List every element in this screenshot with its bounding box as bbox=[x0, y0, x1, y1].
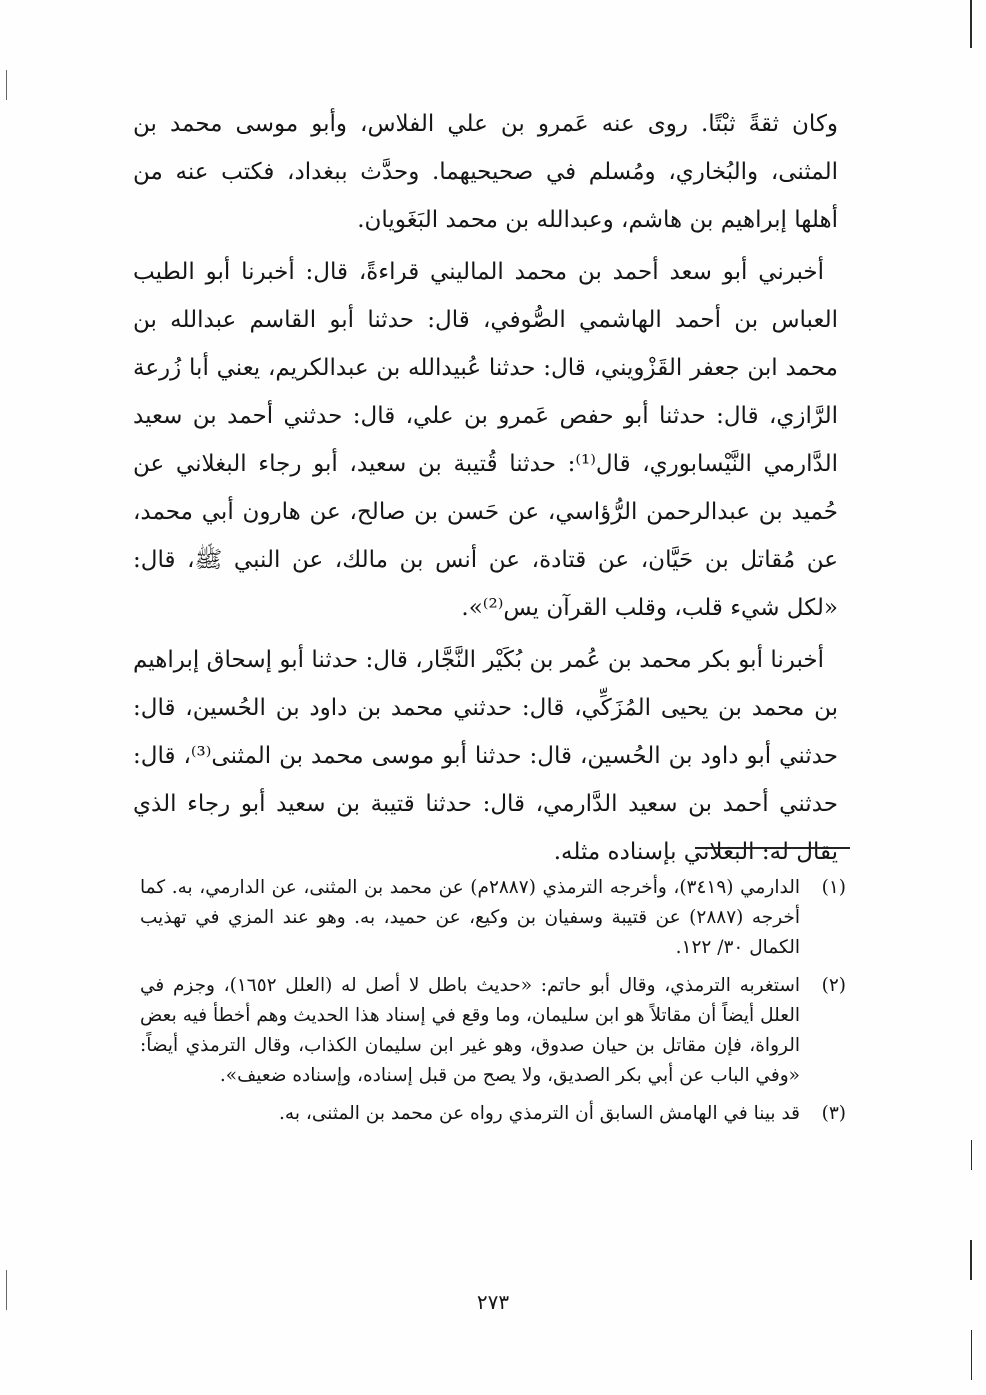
footnote bbox=[140, 873, 846, 963]
scan-edge-mark bbox=[6, 70, 7, 100]
page-number: ٢٧٣ bbox=[476, 1290, 510, 1314]
footnote-text: استغربه الترمذي، وقال أبو حاتم: «حديث باطل لا أصل له (العلل ١٦٥٢)، وجزم في العلل أيضاً أن مقاتلاً هو ابن سليمان، وما وقع في إسناد هذا الحديث وهم أخطأ فيه بعض الرواة، فإن مقاتل بن حيان صدوق، وهو غير ابن سليمان الكذاب، وقال الترمذي أيضاً: «وفي الباب عن أبي بكر الصديق، ولا يصح من قبل إسناده، وإسناده ضعيف». bbox=[140, 975, 800, 1086]
footnote-text: قد بينا في الهامش السابق أن الترمذي رواه عن محمد بن المثنى، به. bbox=[279, 1103, 800, 1124]
footnote-number: (٢) bbox=[821, 975, 846, 996]
footnote-text: الدارمي (٣٤١٩)، وأخرجه الترمذي (٢٨٨٧م) عن محمد بن المثنى، عن الدارمي، به. كما أخرجه (٢٨٨٧) عن قتيبة وسفيان بن وكيع، عن حميد، به. وهو عند المزي في تهذيب الكمال ٣٠/ ١٢٢. bbox=[140, 877, 800, 958]
footnote-separator bbox=[695, 847, 850, 849]
body-paragraph: أخبرنا أبو بكر محمد بن عُمر بن بُكَيْر النَّجَّار، قال: حدثنا أبو إسحاق إبراهيم بن محمد بن يحيى المُزَكِّي، قال: حدثني محمد بن داود بن الحُسين، قال: حدثني أبو داود بن الحُسين، قال: حدثنا أبو موسى محمد بن المثنى⁽³⁾، قال: حدثني أحمد بن سعيد الدَّارمي، قال: حدثنا قتيبة بن سعيد أبو رجاء الذي يقال له: البغلاني بإسناده مثله. bbox=[133, 647, 838, 865]
footnote-number: (٣) bbox=[821, 1103, 846, 1124]
footnote-number: (١) bbox=[821, 877, 846, 898]
footnote bbox=[140, 971, 846, 1091]
main-text-block bbox=[133, 100, 838, 880]
scan-edge-mark bbox=[971, 1330, 972, 1380]
footnotes-block bbox=[140, 873, 846, 1137]
scan-edge-mark bbox=[970, 0, 972, 48]
body-paragraph: وكان ثقةً ثبْتًا. روى عنه عَمرو بن علي الفلاس، وأبو موسى محمد بن المثنى، والبُخاري، ومُسلم في صحيحيهما. وحدَّث ببغداد، فكتب عنه من أهلها إبراهيم بن هاشم، وعبدالله بن محمد البَغَويان. bbox=[133, 111, 838, 233]
scan-edge-mark bbox=[971, 1140, 972, 1170]
body-paragraph: أخبرني أبو سعد أحمد بن محمد الماليني قراءةً، قال: أخبرنا أبو الطيب العباس بن أحمد الهاشمي الصُّوفي، قال: حدثنا أبو القاسم عبدالله بن محمد ابن جعفر القَزْويني، قال: حدثنا عُبيدالله بن عبدالكريم، يعني أبا زُرعة الرَّازي، قال: حدثنا أبو حفص عَمرو بن علي، قال: حدثني أحمد بن سعيد الدَّارمي النَّيْسابوري، قال⁽¹⁾: حدثنا قُتيبة بن سعيد، أبو رجاء البغلاني عن حُميد بن عبدالرحمن الرُّؤاسي، عن حَسن بن صالح، عن هارون أبي محمد، عن مُقاتل بن حَيَّان، عن قتادة، عن أنس بن مالك، عن النبي ﷺ، قال: «لكل شيء قلب، وقلب القرآن يس⁽²⁾». bbox=[133, 259, 838, 621]
footnote bbox=[140, 1099, 846, 1129]
scan-edge-mark bbox=[970, 1240, 972, 1280]
